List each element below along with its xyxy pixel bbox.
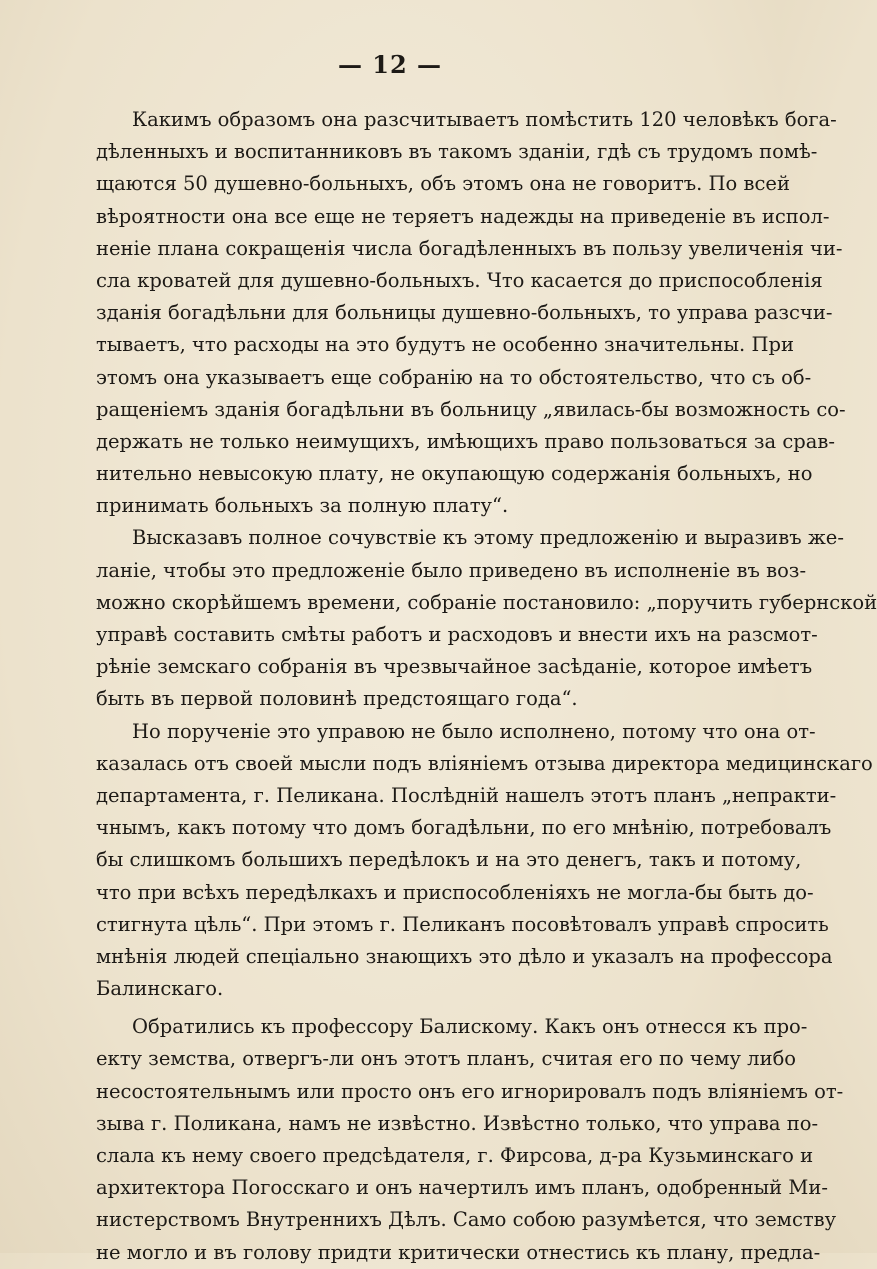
text-line: быть въ первой половинѣ предстоящаго года“. <box>96 687 578 711</box>
text-line: рѣніе земскаго собранія въ чрезвычайное засѣданіе, которое имѣетъ <box>96 655 813 679</box>
text-line: держать не только неимущихъ, имѣющихъ право пользоваться за срав- <box>96 429 835 453</box>
text-line: ращеніемъ зданія богадѣльни въ больницу „явилась-бы возможность со- <box>96 397 846 421</box>
text-line: чнымъ, какъ потому что домъ богадѣльни, по его мнѣнію, потребовалъ <box>96 816 832 840</box>
text-line: Но порученіе это управою не было исполнено, потому что она от- <box>132 719 816 743</box>
text-line: нительно невысокую плату, не окупающую содержанія больныхъ, но <box>96 462 813 486</box>
text-line: дѣленныхъ и воспитанниковъ въ такомъ зданіи, гдѣ съ трудомъ помѣ- <box>96 140 818 164</box>
paragraph-1 <box>96 104 846 522</box>
text-line: слала къ нему своего предсѣдателя, г. Фирсова, д-ра Кузьминскаго и <box>96 1144 814 1167</box>
text-line: не могло и въ голову придти критически отнестись къ плану, предла- <box>96 1240 821 1264</box>
text-line: несостоятельнымъ или просто онъ его игнорировалъ подъ вліяніемъ от- <box>96 1079 844 1103</box>
text-line: можно скорѣйшемъ времени, собраніе постановило: „поручить губернской <box>96 590 877 614</box>
text-line: что при всѣхъ передѣлкахъ и приспособленіяхъ не могла-бы быть до- <box>96 880 814 904</box>
paragraph-2 <box>96 522 877 715</box>
text-line: зданія богадѣльни для больницы душевно-больныхъ, то управа разсчи- <box>96 301 833 325</box>
body-text <box>96 104 877 1269</box>
text-line: сла кроватей для душевно-больныхъ. Что касается до приспособленія <box>96 268 823 292</box>
text-line: мнѣнія людей спеціально знающихъ это дѣло и указалъ на профессора <box>96 944 833 968</box>
text-line: принимать больныхъ за полную плату“. <box>96 494 509 518</box>
text-line: архитектора Погосскаго и онъ начертилъ имъ планъ, одобренный Ми- <box>96 1176 828 1200</box>
text-line: неніе плана сокращенія числа богадѣленныхъ въ пользу увеличенія чи- <box>96 236 843 260</box>
text-line: зыва г. Поликана, намъ не извѣстно. Извѣстно только, что управа по- <box>96 1111 819 1135</box>
paragraph-3 <box>96 716 873 1006</box>
text-line: екту земства, отвергъ-ли онъ этотъ планъ, считая его по чему либо <box>96 1047 797 1071</box>
text-line: Обратились къ профессору Балискому. Какъ онъ отнесся къ про- <box>132 1015 808 1039</box>
page-number: — 12 — <box>337 50 443 79</box>
text-line: управѣ составить смѣты работъ и расходовъ и внести ихъ на разсмот- <box>96 623 818 646</box>
text-line: щаются 50 душевно-больныхъ, объ этомъ она не говоритъ. По всей <box>96 172 790 196</box>
text-line: тываетъ, что расходы на это будутъ не особенно значительны. При <box>96 333 794 357</box>
text-line: Высказавъ полное сочувствіе къ этому предложенію и выразивъ же- <box>132 526 844 550</box>
text-line: департамента, г. Пеликана. Послѣдній нашелъ этотъ планъ „непракти- <box>96 783 837 807</box>
text-line: ланіе, чтобы это предложеніе было приведено въ исполненіе въ воз- <box>96 558 807 582</box>
text-line: нистерствомъ Внутреннихъ Дѣлъ. Само собою разумѣется, что земству <box>96 1208 837 1232</box>
text-line: казалась отъ своей мысли подъ вліяніемъ отзыва директора медицинскаго <box>96 751 873 775</box>
text-line: этомъ она указываетъ еще собранію на то обстоятельство, что съ об- <box>96 365 812 389</box>
paragraph-4 <box>96 1011 844 1269</box>
text-line: бы слишкомъ большихъ передѣлокъ и на это денегъ, такъ и потому, <box>96 848 802 872</box>
text-line: Какимъ образомъ она разсчитываетъ помѣстить 120 человѣкъ бога- <box>132 108 837 131</box>
text-line: Балинскаго. <box>96 977 224 1001</box>
text-line: стигнута цѣль“. При этомъ г. Пеликанъ посовѣтовалъ управѣ спросить <box>96 912 829 936</box>
text-line: вѣроятности она все еще не теряетъ надежды на приведеніе въ испол- <box>96 204 830 228</box>
